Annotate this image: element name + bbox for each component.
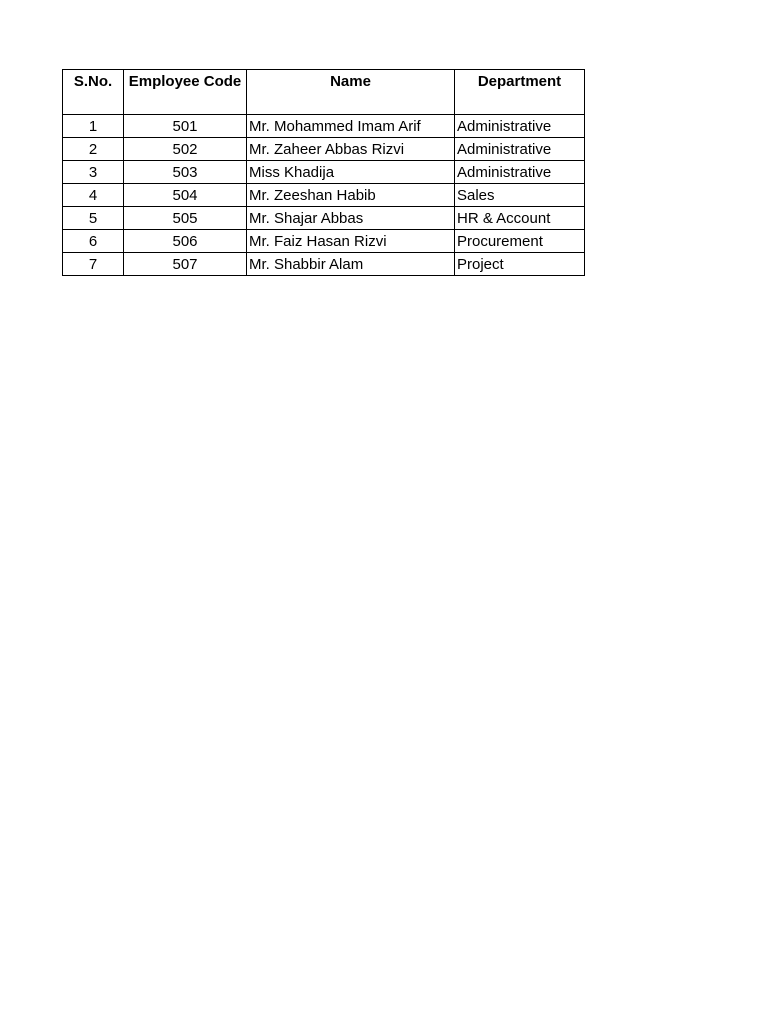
cell-sno: 2 <box>63 138 124 161</box>
cell-employee-code: 503 <box>124 161 247 184</box>
cell-department: Project <box>455 253 585 276</box>
table-row <box>63 138 585 161</box>
cell-sno: 4 <box>63 184 124 207</box>
cell-name: Mr. Shajar Abbas <box>247 207 455 230</box>
table-header <box>63 70 585 115</box>
cell-name: Mr. Mohammed Imam Arif <box>247 115 455 138</box>
cell-sno: 3 <box>63 161 124 184</box>
table-body <box>63 115 585 276</box>
cell-department: Administrative <box>455 115 585 138</box>
cell-sno: 5 <box>63 207 124 230</box>
cell-sno: 7 <box>63 253 124 276</box>
cell-name: Mr. Zaheer Abbas Rizvi <box>247 138 455 161</box>
table-row <box>63 230 585 253</box>
table-row <box>63 115 585 138</box>
cell-employee-code: 501 <box>124 115 247 138</box>
cell-sno: 6 <box>63 230 124 253</box>
cell-department: Sales <box>455 184 585 207</box>
header-employee-code: Employee Code <box>124 70 247 115</box>
cell-name: Mr. Shabbir Alam <box>247 253 455 276</box>
cell-sno: 1 <box>63 115 124 138</box>
employee-table <box>62 69 585 276</box>
header-sno: S.No. <box>63 70 124 115</box>
cell-department: Procurement <box>455 230 585 253</box>
cell-name: Miss Khadija <box>247 161 455 184</box>
header-department: Department <box>455 70 585 115</box>
cell-department: Administrative <box>455 161 585 184</box>
cell-name: Mr. Zeeshan Habib <box>247 184 455 207</box>
table-row <box>63 253 585 276</box>
cell-department: Administrative <box>455 138 585 161</box>
table-row <box>63 207 585 230</box>
cell-name: Mr. Faiz Hasan Rizvi <box>247 230 455 253</box>
cell-employee-code: 502 <box>124 138 247 161</box>
cell-department: HR & Account <box>455 207 585 230</box>
cell-employee-code: 507 <box>124 253 247 276</box>
table-row <box>63 161 585 184</box>
header-row <box>63 70 585 115</box>
cell-employee-code: 504 <box>124 184 247 207</box>
header-name: Name <box>247 70 455 115</box>
cell-employee-code: 505 <box>124 207 247 230</box>
table-row <box>63 184 585 207</box>
cell-employee-code: 506 <box>124 230 247 253</box>
